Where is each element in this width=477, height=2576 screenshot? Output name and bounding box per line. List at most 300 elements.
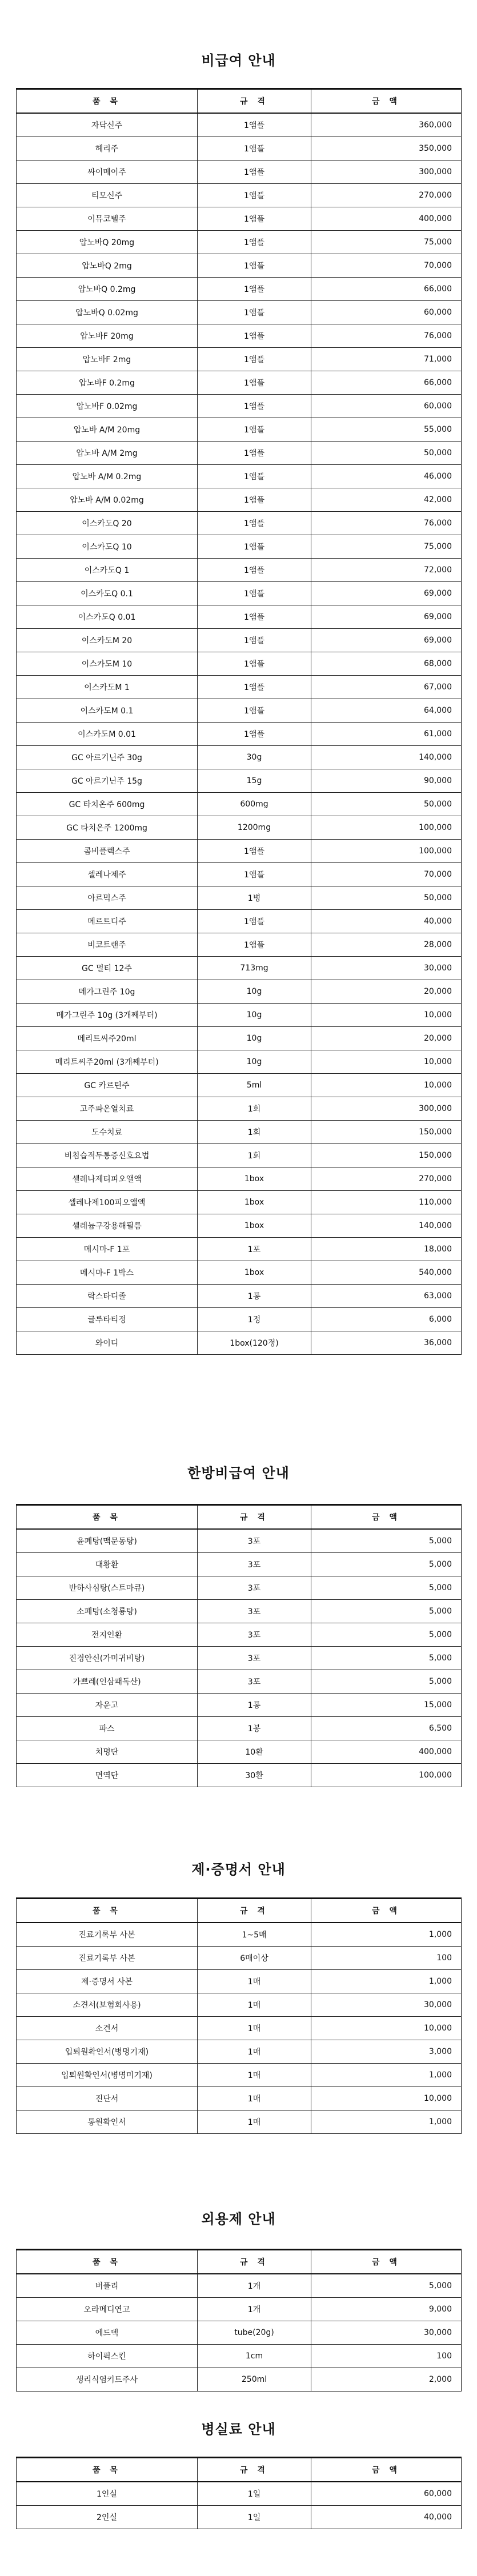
item-name: 셀레나제100피오앨액 <box>17 1191 198 1214</box>
item-name: 이스카도M 20 <box>17 629 198 652</box>
item-amount: 40,000 <box>311 2506 462 2529</box>
table-row <box>17 1167 462 1191</box>
item-name: 1인실 <box>17 2482 198 2506</box>
table-row <box>17 1764 462 1787</box>
table-header-row <box>17 1899 462 1923</box>
item-spec: 1앰플 <box>198 418 311 442</box>
header-amount: 금 액 <box>311 1505 462 1530</box>
item-amount: 30,000 <box>311 2321 462 2345</box>
item-name: 이스카도Q 0.1 <box>17 582 198 605</box>
item-amount: 36,000 <box>311 1331 462 1355</box>
table-row <box>17 1623 462 1647</box>
item-amount: 50,000 <box>311 442 462 465</box>
item-spec: 3포 <box>198 1529 311 1553</box>
item-spec: 1앰플 <box>198 395 311 418</box>
item-amount: 5,000 <box>311 1553 462 1576</box>
table-row <box>17 2274 462 2298</box>
table-row <box>17 746 462 769</box>
item-name: 이스카도M 0.1 <box>17 699 198 723</box>
item-spec: 1앰플 <box>198 207 311 231</box>
table-row <box>17 2298 462 2321</box>
item-name: 콤비플렉스주 <box>17 840 198 863</box>
item-amount: 10,000 <box>311 1074 462 1097</box>
item-name: 압노바 A/M 0.02mg <box>17 488 198 512</box>
table-row <box>17 2110 462 2134</box>
item-name: 이스카도Q 1 <box>17 559 198 582</box>
item-amount: 20,000 <box>311 980 462 1004</box>
item-spec: 1일 <box>198 2482 311 2506</box>
table-row <box>17 1074 462 1097</box>
table-row <box>17 1717 462 1740</box>
item-name: 가쁘레(인삼패독산) <box>17 1670 198 1694</box>
item-spec: 1앰플 <box>198 137 311 161</box>
item-amount: 5,000 <box>311 1576 462 1600</box>
item-name: 압노바Q 0.02mg <box>17 301 198 324</box>
item-amount: 10,000 <box>311 1050 462 1074</box>
table-row <box>17 1970 462 1993</box>
item-amount: 42,000 <box>311 488 462 512</box>
item-name: 티모신주 <box>17 184 198 207</box>
item-amount: 5,000 <box>311 1670 462 1694</box>
item-spec: 1앰플 <box>198 512 311 535</box>
item-name: 에드덱 <box>17 2321 198 2345</box>
item-amount: 5,000 <box>311 1529 462 1553</box>
section-herbal-noncovered <box>0 1463 477 1780</box>
item-amount: 10,000 <box>311 1004 462 1027</box>
item-name: 이스카도Q 10 <box>17 535 198 559</box>
table-row <box>17 1740 462 1764</box>
section-certificates <box>0 1859 477 2127</box>
item-spec: 3포 <box>198 1576 311 1600</box>
item-name: 이스카도Q 0.01 <box>17 605 198 629</box>
item-spec: 1포 <box>198 1238 311 1261</box>
table-row <box>17 1694 462 1717</box>
table-row <box>17 769 462 793</box>
table-row <box>17 1214 462 1238</box>
item-amount: 10,000 <box>311 2087 462 2110</box>
item-spec: 1앰플 <box>198 840 311 863</box>
item-amount: 71,000 <box>311 348 462 371</box>
item-spec: 30g <box>198 746 311 769</box>
item-spec: 1box <box>198 1191 311 1214</box>
item-amount: 75,000 <box>311 231 462 254</box>
item-amount: 30,000 <box>311 1993 462 2017</box>
header-amount: 금 액 <box>311 89 462 114</box>
table-row <box>17 582 462 605</box>
item-name: 오라메디연고 <box>17 2298 198 2321</box>
item-amount: 90,000 <box>311 769 462 793</box>
item-spec: 3포 <box>198 1670 311 1694</box>
table-row <box>17 676 462 699</box>
table-row <box>17 1238 462 1261</box>
table-row <box>17 371 462 395</box>
item-name: 글루타티정 <box>17 1308 198 1331</box>
item-spec: 15g <box>198 769 311 793</box>
item-spec: 1앰플 <box>198 582 311 605</box>
item-spec: 1회 <box>198 1121 311 1144</box>
item-name: 생리식염키트주사 <box>17 2368 198 2392</box>
item-spec: 1통 <box>198 1694 311 1717</box>
header-amount: 금 액 <box>311 2458 462 2482</box>
item-amount: 5,000 <box>311 1600 462 1623</box>
item-spec: 10g <box>198 1027 311 1050</box>
table-row <box>17 2087 462 2110</box>
item-spec: 600mg <box>198 793 311 816</box>
item-amount: 1,000 <box>311 1970 462 1993</box>
item-spec: 1앰플 <box>198 254 311 278</box>
item-spec: 1개 <box>198 2274 311 2298</box>
table-row <box>17 1647 462 1670</box>
item-spec: 1앰플 <box>198 629 311 652</box>
table-row <box>17 161 462 184</box>
item-spec: 1봉 <box>198 1717 311 1740</box>
section-title: 비급여 안내 <box>201 53 276 69</box>
item-amount: 15,000 <box>311 1694 462 1717</box>
section-room-charges <box>0 2419 477 2522</box>
item-spec: 1앰플 <box>198 863 311 886</box>
item-name: 반하사심탕(스트마큐) <box>17 1576 198 1600</box>
item-name: GC 아르기닌주 15g <box>17 769 198 793</box>
header-spec: 규 격 <box>198 1899 311 1923</box>
item-name: 진료기록부 사본 <box>17 1923 198 1947</box>
item-amount: 100 <box>311 2345 462 2368</box>
table-row <box>17 1261 462 1285</box>
item-amount: 30,000 <box>311 957 462 980</box>
item-spec: 1앰플 <box>198 933 311 957</box>
item-name: 메시마-F 1박스 <box>17 1261 198 1285</box>
item-amount: 69,000 <box>311 629 462 652</box>
item-amount: 5,000 <box>311 1623 462 1647</box>
table-row <box>17 2345 462 2368</box>
item-name: 이뮤코텔주 <box>17 207 198 231</box>
section-noncovered <box>0 50 477 1348</box>
item-spec: 1앰플 <box>198 652 311 676</box>
item-spec: 1매 <box>198 2110 311 2134</box>
item-name: 이스카도M 1 <box>17 676 198 699</box>
table-row <box>17 254 462 278</box>
item-spec: 10g <box>198 1050 311 1074</box>
item-amount: 70,000 <box>311 863 462 886</box>
table-row <box>17 793 462 816</box>
item-amount: 10,000 <box>311 2017 462 2040</box>
item-name: 메가그린주 10g (3개째부터) <box>17 1004 198 1027</box>
item-spec: 10환 <box>198 1740 311 1764</box>
price-table <box>16 88 462 1355</box>
table-row <box>17 629 462 652</box>
item-amount: 18,000 <box>311 1238 462 1261</box>
item-amount: 60,000 <box>311 301 462 324</box>
item-spec: 3포 <box>198 1647 311 1670</box>
item-name: 소폐탕(소청룡탕) <box>17 1600 198 1623</box>
header-spec: 규 격 <box>198 2458 311 2482</box>
section-external-meds <box>0 2209 477 2385</box>
item-spec: 1box <box>198 1261 311 1285</box>
item-name: 셀레늄구강용해필름 <box>17 1214 198 1238</box>
table-row <box>17 1308 462 1331</box>
item-name: 비코트랜주 <box>17 933 198 957</box>
item-amount: 1,000 <box>311 1923 462 1947</box>
table-row <box>17 2482 462 2506</box>
table-row <box>17 2321 462 2345</box>
item-name: 도수치료 <box>17 1121 198 1144</box>
item-name: 싸이메이주 <box>17 161 198 184</box>
header-item: 품 목 <box>17 89 198 114</box>
item-amount: 300,000 <box>311 161 462 184</box>
table-row <box>17 1600 462 1623</box>
item-spec: 1매 <box>198 2087 311 2110</box>
item-amount: 76,000 <box>311 324 462 348</box>
item-name: 압노바 A/M 20mg <box>17 418 198 442</box>
table-row <box>17 231 462 254</box>
table-row <box>17 652 462 676</box>
item-name: 진료기록부 사본 <box>17 1947 198 1970</box>
item-spec: 5ml <box>198 1074 311 1097</box>
item-amount: 400,000 <box>311 1740 462 1764</box>
header-spec: 규 격 <box>198 1505 311 1530</box>
table-row <box>17 1191 462 1214</box>
table-row <box>17 933 462 957</box>
item-spec: 250ml <box>198 2368 311 2392</box>
price-table <box>16 2249 462 2392</box>
item-amount: 75,000 <box>311 535 462 559</box>
item-name: 헤리주 <box>17 137 198 161</box>
table-row <box>17 1121 462 1144</box>
price-table <box>16 2457 462 2529</box>
item-spec: 10g <box>198 980 311 1004</box>
item-amount: 70,000 <box>311 254 462 278</box>
header-item: 품 목 <box>17 1899 198 1923</box>
item-name: 압노바F 2mg <box>17 348 198 371</box>
table-row <box>17 816 462 840</box>
table-row <box>17 1553 462 1576</box>
table-row <box>17 1993 462 2017</box>
item-spec: 3포 <box>198 1600 311 1623</box>
item-amount: 270,000 <box>311 184 462 207</box>
item-name: 소견서 <box>17 2017 198 2040</box>
table-row <box>17 301 462 324</box>
item-name: GC 멀티 12주 <box>17 957 198 980</box>
item-name: 입퇴원확인서(병명미기재) <box>17 2064 198 2087</box>
item-amount: 140,000 <box>311 1214 462 1238</box>
table-row <box>17 1097 462 1121</box>
item-spec: 1앰플 <box>198 488 311 512</box>
table-row <box>17 1529 462 1553</box>
item-amount: 28,000 <box>311 933 462 957</box>
item-spec: 1앰플 <box>198 348 311 371</box>
table-row <box>17 324 462 348</box>
table-row <box>17 2506 462 2529</box>
item-spec: 1box(120정) <box>198 1331 311 1355</box>
item-spec: 30환 <box>198 1764 311 1787</box>
item-name: 자닥신주 <box>17 113 198 137</box>
item-amount: 100,000 <box>311 1764 462 1787</box>
table-row <box>17 512 462 535</box>
item-spec: 1box <box>198 1167 311 1191</box>
item-name: 락스타디졸 <box>17 1285 198 1308</box>
section-title: 외용제 안내 <box>201 2211 276 2227</box>
table-row <box>17 957 462 980</box>
item-name: 셀레나제티피오앨액 <box>17 1167 198 1191</box>
item-amount: 5,000 <box>311 2274 462 2298</box>
item-name: 이스카도M 0.01 <box>17 723 198 746</box>
table-row <box>17 418 462 442</box>
item-name: GC 카르틴주 <box>17 1074 198 1097</box>
table-row <box>17 1285 462 1308</box>
item-name: 메리트씨주20ml <box>17 1027 198 1050</box>
item-name: 압노바F 0.2mg <box>17 371 198 395</box>
section-title: 병실료 안내 <box>201 2421 276 2437</box>
header-item: 품 목 <box>17 1505 198 1530</box>
item-amount: 61,000 <box>311 723 462 746</box>
item-spec: 6매이상 <box>198 1947 311 1970</box>
item-name: 압노바 A/M 2mg <box>17 442 198 465</box>
item-name: GC 타치온주 600mg <box>17 793 198 816</box>
item-name: GC 타치온주 1200mg <box>17 816 198 840</box>
item-spec: 713mg <box>198 957 311 980</box>
item-amount: 72,000 <box>311 559 462 582</box>
item-name: 이스카도M 10 <box>17 652 198 676</box>
item-name: 셀레나제주 <box>17 863 198 886</box>
table-row <box>17 980 462 1004</box>
item-spec: 1앰플 <box>198 605 311 629</box>
item-name: 메리트씨주20ml (3개째부터) <box>17 1050 198 1074</box>
table-row <box>17 2040 462 2064</box>
item-amount: 300,000 <box>311 1097 462 1121</box>
item-amount: 360,000 <box>311 113 462 137</box>
item-spec: 1앰플 <box>198 113 311 137</box>
item-amount: 55,000 <box>311 418 462 442</box>
item-spec: 1앰플 <box>198 723 311 746</box>
table-row <box>17 605 462 629</box>
item-name: 치명단 <box>17 1740 198 1764</box>
table-row <box>17 1331 462 1355</box>
table-row <box>17 1050 462 1074</box>
item-name: 자운고 <box>17 1694 198 1717</box>
item-name: 파스 <box>17 1717 198 1740</box>
item-name: 입퇴원확인서(병명기재) <box>17 2040 198 2064</box>
item-amount: 140,000 <box>311 746 462 769</box>
table-row <box>17 184 462 207</box>
item-spec: 1~5매 <box>198 1923 311 1947</box>
price-table <box>16 1504 462 1787</box>
item-name: 메시마-F 1포 <box>17 1238 198 1261</box>
item-spec: 1cm <box>198 2345 311 2368</box>
item-spec: 1매 <box>198 1970 311 1993</box>
item-name: 압노바Q 0.2mg <box>17 278 198 301</box>
item-spec: 1앰플 <box>198 324 311 348</box>
item-name: 제·증명서 사본 <box>17 1970 198 1993</box>
item-spec: 1앰플 <box>198 676 311 699</box>
item-amount: 1,000 <box>311 2110 462 2134</box>
header-amount: 금 액 <box>311 1899 462 1923</box>
table-row <box>17 559 462 582</box>
item-amount: 2,000 <box>311 2368 462 2392</box>
item-amount: 270,000 <box>311 1167 462 1191</box>
item-name: 압노바Q 20mg <box>17 231 198 254</box>
item-amount: 100,000 <box>311 840 462 863</box>
item-spec: 1앰플 <box>198 371 311 395</box>
item-spec: 1앰플 <box>198 559 311 582</box>
item-name: 버플리 <box>17 2274 198 2298</box>
item-spec: 1매 <box>198 2040 311 2064</box>
table-row <box>17 535 462 559</box>
item-name: 메르트디주 <box>17 910 198 933</box>
header-spec: 규 격 <box>198 89 311 114</box>
table-row <box>17 465 462 488</box>
item-amount: 150,000 <box>311 1144 462 1167</box>
item-name: 이스카도Q 20 <box>17 512 198 535</box>
item-spec: 1매 <box>198 1993 311 2017</box>
table-row <box>17 348 462 371</box>
table-row <box>17 2368 462 2392</box>
item-spec: 3포 <box>198 1553 311 1576</box>
item-amount: 50,000 <box>311 886 462 910</box>
section-title: 제·증명서 안내 <box>191 1861 286 1877</box>
item-amount: 1,000 <box>311 2064 462 2087</box>
item-amount: 63,000 <box>311 1285 462 1308</box>
item-name: 진경안신(가미귀비탕) <box>17 1647 198 1670</box>
item-amount: 9,000 <box>311 2298 462 2321</box>
item-spec: 1앰플 <box>198 535 311 559</box>
table-header-row <box>17 2458 462 2482</box>
item-name: 압노바Q 2mg <box>17 254 198 278</box>
item-amount: 20,000 <box>311 1027 462 1050</box>
item-spec: 1회 <box>198 1097 311 1121</box>
item-amount: 66,000 <box>311 371 462 395</box>
item-amount: 540,000 <box>311 1261 462 1285</box>
item-name: 면역단 <box>17 1764 198 1787</box>
item-amount: 50,000 <box>311 793 462 816</box>
item-name: 전지인환 <box>17 1623 198 1647</box>
item-spec: 3포 <box>198 1623 311 1647</box>
item-amount: 6,500 <box>311 1717 462 1740</box>
item-name: 소견서(보험회사용) <box>17 1993 198 2017</box>
item-amount: 400,000 <box>311 207 462 231</box>
table-row <box>17 1947 462 1970</box>
table-row <box>17 1576 462 1600</box>
item-amount: 46,000 <box>311 465 462 488</box>
item-name: 압노바F 20mg <box>17 324 198 348</box>
item-spec: 1box <box>198 1214 311 1238</box>
item-spec: 10g <box>198 1004 311 1027</box>
item-spec: 1앰플 <box>198 278 311 301</box>
item-spec: 1앰플 <box>198 442 311 465</box>
item-spec: 1앰플 <box>198 184 311 207</box>
section-title: 한방비급여 안내 <box>187 1465 290 1481</box>
price-table <box>16 1897 462 2134</box>
item-amount: 3,000 <box>311 2040 462 2064</box>
item-spec: 1200mg <box>198 816 311 840</box>
item-amount: 6,000 <box>311 1308 462 1331</box>
table-row <box>17 1923 462 1947</box>
table-row <box>17 863 462 886</box>
item-amount: 60,000 <box>311 2482 462 2506</box>
header-spec: 규 격 <box>198 2250 311 2274</box>
item-name: 대황환 <box>17 1553 198 1576</box>
item-name: 압노바 A/M 0.2mg <box>17 465 198 488</box>
item-spec: 1앰플 <box>198 301 311 324</box>
item-name: 통원확인서 <box>17 2110 198 2134</box>
item-spec: 1앰플 <box>198 699 311 723</box>
table-row <box>17 1144 462 1167</box>
table-row <box>17 1004 462 1027</box>
header-item: 품 목 <box>17 2458 198 2482</box>
table-header-row <box>17 2250 462 2274</box>
item-spec: 1앰플 <box>198 910 311 933</box>
header-item: 품 목 <box>17 2250 198 2274</box>
table-row <box>17 488 462 512</box>
item-name: 와이디 <box>17 1331 198 1355</box>
